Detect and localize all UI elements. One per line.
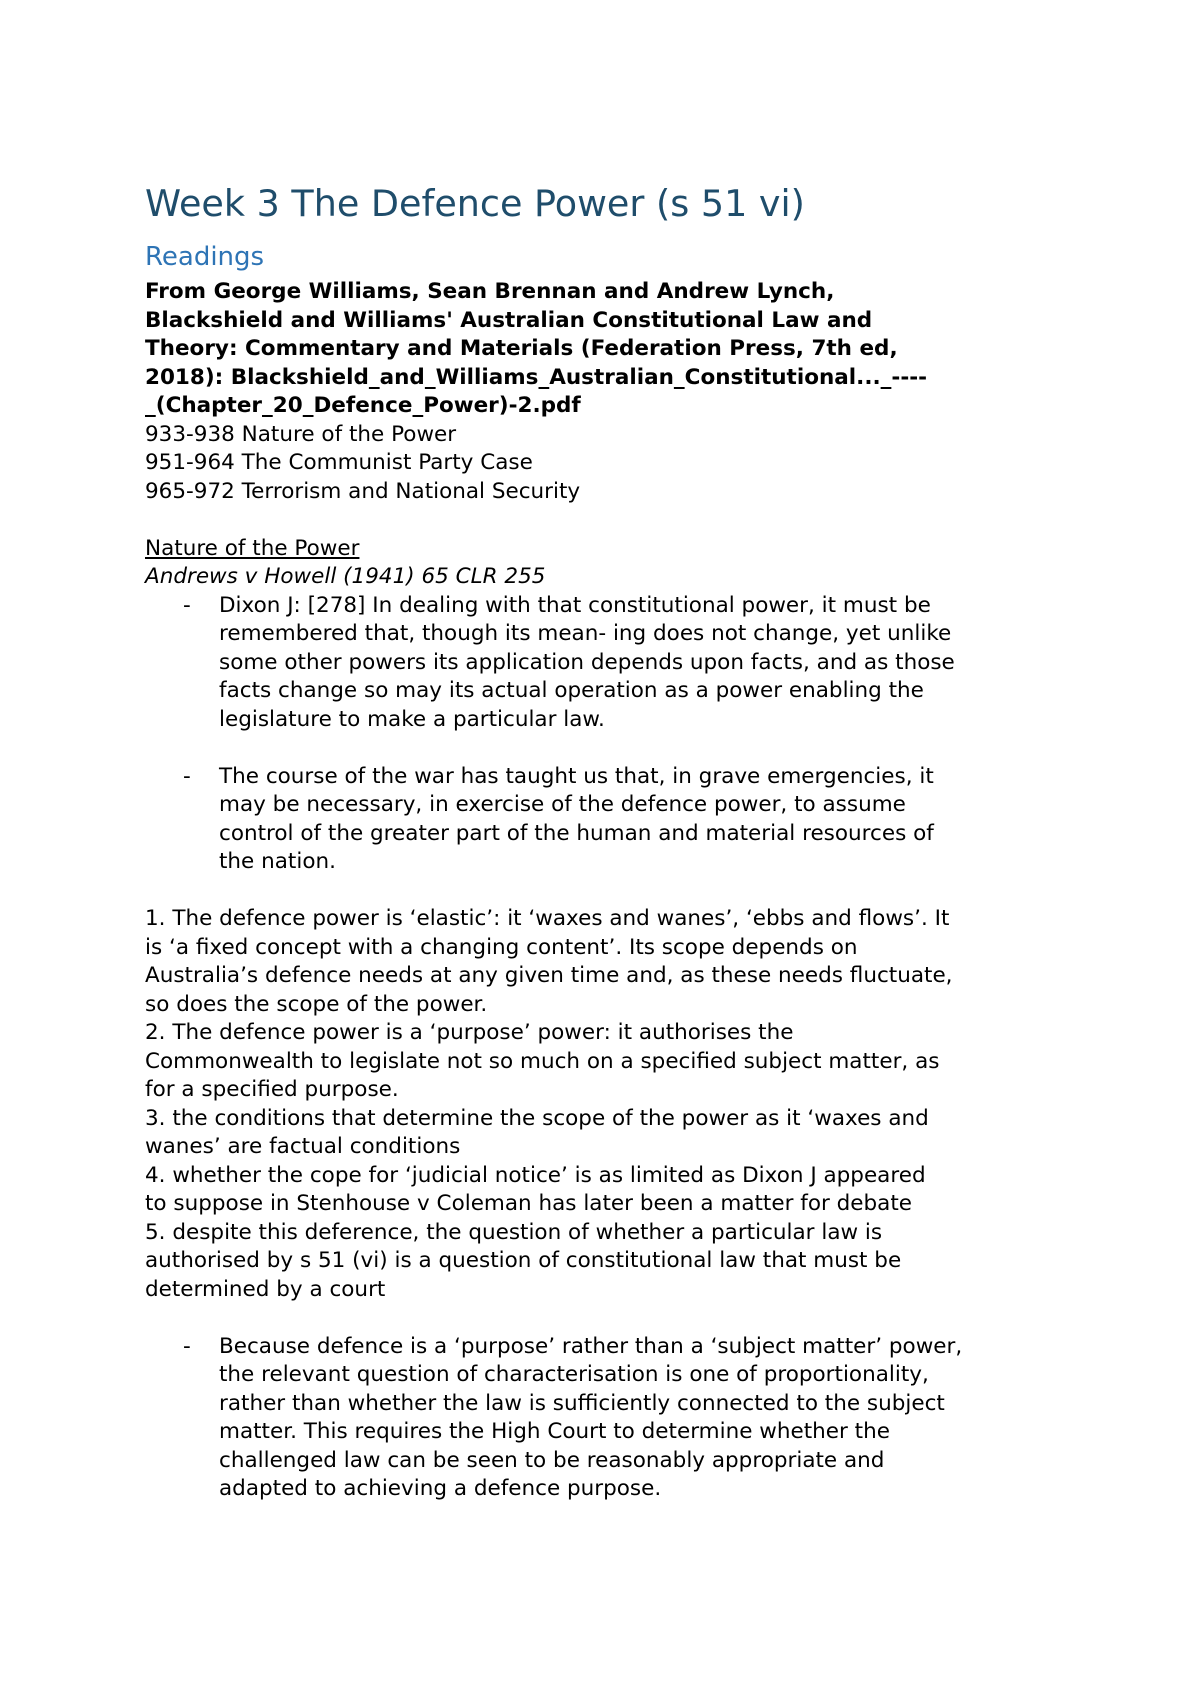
case-citation: Andrews v Howell (1941) 65 CLR 255 [145,564,546,589]
page-range-item: 951-964 The Communist Party Case [145,450,533,475]
final-point-line: challenged law can be seen to be reasonably appropriate and [219,1447,885,1473]
quote-line: control of the greater part of the human and material resources of [219,820,934,846]
dash-bullet: - [183,592,191,618]
section-heading: Nature of the Power [145,535,360,561]
page-title: Week 3 The Defence Power (s 51 vi) [145,182,805,225]
readings-source-line: _(Chapter_20_Defence_Power)-2.pdf [145,393,581,418]
readings-source-line: 2018): Blackshield_and_Williams_Australian_Constitutional..._---- [145,364,928,390]
final-point-line: rather than whether the law is sufficiently connected to the subject [219,1390,945,1416]
quote-line: Dixon J: [278] In dealing with that constitutional power, it must be [219,592,931,618]
blank-line [145,877,1080,906]
numbered-line: Australia’s defence needs at any given time and, as these needs fluctuate, [145,963,953,988]
final-point-line: the relevant question of characterisation is one of proportionality, [219,1362,929,1387]
dash-bullet: - [183,763,191,789]
quote-item [145,763,1080,877]
readings-source [145,278,1080,421]
quote-item [145,592,1080,735]
numbered-line: wanes’ are factual conditions [145,1134,461,1159]
final-point-line: Because defence is a ‘purpose’ rather than a ‘subject matter’ power, [219,1333,963,1359]
final-point-item [145,1333,1080,1504]
final-point-line: matter. This requires the High Court to determine whether the [219,1419,890,1444]
page-range-item: 933-938 Nature of the Power [145,421,457,447]
numbered-line: 2. The defence power is a ‘purpose’ power: it authorises the [145,1020,794,1045]
page-ranges-list [145,421,1080,1504]
blank-line [145,506,1080,535]
numbered-line: authorised by s 51 (vi) is a question of constitutional law that must be [145,1248,902,1273]
numbered-line: so does the scope of the power. [145,991,488,1017]
quote-line: legislature to make a particular law. [219,706,605,732]
quote-line: facts change so may its actual operation as a power enabling the [219,678,924,703]
page-range-item: 965-972 Terrorism and National Security [145,478,581,504]
numbered-line: determined by a court [145,1276,386,1302]
quote-list [145,763,1080,877]
quote-line: may be necessary, in exercise of the defence power, to assume [219,792,906,817]
quote-line: the nation. [219,849,336,874]
readings-source-line: Theory: Commentary and Materials (Federation Press, 7th ed, [145,336,898,361]
numbered-line: 3. the conditions that determine the scope of the power as it ‘waxes and [145,1105,929,1131]
numbered-line: 1. The defence power is ‘elastic’: it ‘waxes and wanes’, ‘ebbs and flows’. It [145,906,950,931]
quote-line: some other powers its application depends upon facts, and as those [219,649,955,675]
quote-line: The course of the war has taught us that, in grave emergencies, it [219,763,934,789]
readings-heading: Readings [145,242,265,272]
blank-line [145,734,1080,763]
numbered-line: 4. whether the cope for ‘judicial notice’ is as limited as Dixon J appeared [145,1162,926,1188]
numbered-points [145,905,1080,1304]
quote-line: remembered that, though its mean- ing does not change, yet unlike [219,621,952,646]
numbered-line: for a specified purpose. [145,1077,399,1102]
numbered-line: 5. despite this deference, the question of whether a particular law is [145,1219,883,1245]
numbered-line: is ‘a fixed concept with a changing content’. Its scope depends on [145,934,858,960]
quote-list [145,592,1080,735]
numbered-line: to suppose in Stenhouse v Coleman has later been a matter for debate [145,1191,913,1216]
dash-bullet: - [183,1333,191,1359]
final-point-list [145,1333,1080,1504]
readings-source-line: From George Williams, Sean Brennan and Andrew Lynch, [145,279,835,304]
readings-source-line: Blackshield and Williams' Australian Constitutional Law and [145,307,873,333]
blank-line [145,1304,1080,1333]
numbered-line: Commonwealth to legislate not so much on a specified subject matter, as [145,1048,940,1074]
final-point-line: adapted to achieving a defence purpose. [219,1476,662,1501]
